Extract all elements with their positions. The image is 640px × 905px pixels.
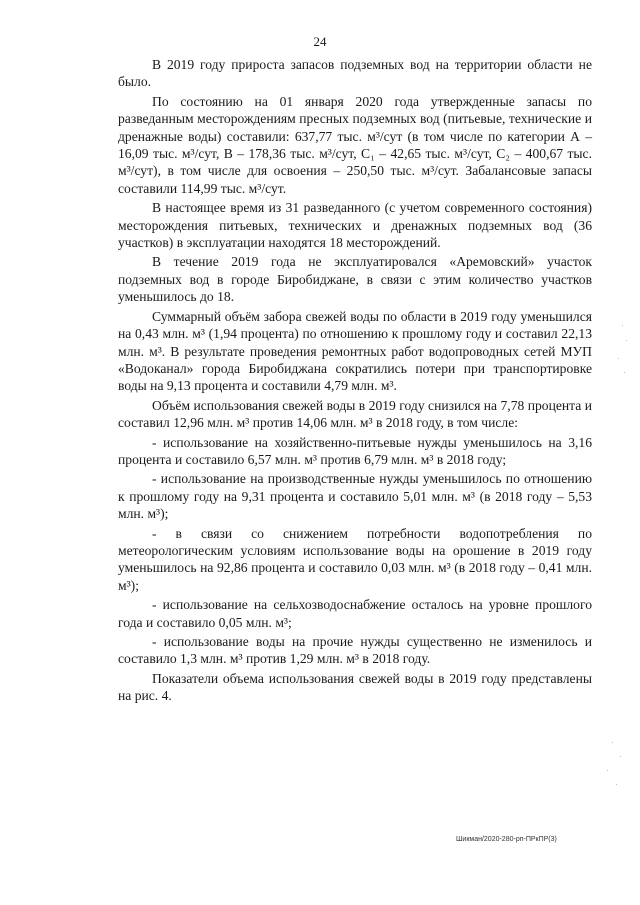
paragraph-approved-reserves: По состоянию на 01 января 2020 года утвержденные запасы по разведанным месторождениям пресных подземных вод (питьевые, технические и дренажные воды) составили: 637,77 тыс. м³/сут (в том числе по категории А – 16,09 тыс. м³/сут, В – 178,36 тыс. м³/сут, С₁ – 42,65 тыс. м³/сут, С₂ – 400,67 тыс. м³/сут), в том числе для освоения – 250,50 тыс. м³/сут. Забалансовые запасы составили 114,99 тыс. м³/сут. [118, 93, 592, 196]
list-item-industrial-water: - использование на производственные нужды уменьшилось по отношению к прошлому году на 9,31 процента и составило 5,01 млн. м³ (в 2018 году – 5,53 млн. м³); [118, 471, 592, 522]
page-number: 24 [313, 34, 327, 49]
list-item-other-needs: - использование воды на прочие нужды существенно не изменилось и составило 1,3 млн. м³ против 1,29 млн. м³ в 2018 году. [118, 634, 592, 667]
paragraph-deposits-in-operation: В настоящее время из 31 разведанного (с учетом современного состояния) месторождения питьевых, технических и дренажных подземных вод (36 участков) в эксплуатации находятся 18 месторождений. [118, 200, 592, 251]
paragraph-water-intake: Суммарный объём забора свежей воды по области в 2019 году уменьшился на 0,43 млн. м³ (1,94 процента) по отношению к прошлому году и составил 22,13 млн. м³. В результате проведения ремонтных работ водопроводных сетей МУП «Водоканал» города Биробиджана сократились потери при транспортировке воды на 9,13 процента и составили 4,79 млн. м³. [118, 308, 592, 394]
paragraph-no-reserve-growth: В 2019 году прироста запасов подземных вод на территории области не было. [118, 57, 592, 90]
paragraph-figure-reference: Показатели объема использования свежей воды в 2019 году представлены на рис. 4. [118, 670, 592, 704]
list-item-agricultural-water: - использование на сельхозводоснабжение осталось на уровне прошлого года и составило 0,05 млн. м³; [118, 597, 592, 630]
body-text [118, 56, 592, 707]
list-item-irrigation-water: - в связи со снижением потребности водопотребления по метеорологическим условиям использование воды на орошение в 2019 году уменьшилось на 92,86 процента и составило 0,03 млн. м³ (в 2018 году – 0,41 млн. м³); [118, 525, 592, 593]
list-item-drinking-water: - использование на хозяйственно-питьевые нужды уменьшилось на 3,16 процента и составило 6,57 млн. м³ против 6,79 млн. м³ в 2018 году; [118, 434, 592, 467]
paragraph-aremovsky-site: В течение 2019 года не эксплуатировался «Аремовский» участок подземных вод в городе Биробиджане, в связи с этим количество участков уменьшилось до 18. [118, 254, 592, 305]
paragraph-water-use-total: Объём использования свежей воды в 2019 году снизился на 7,78 процента и составил 12,96 млн. м³ против 14,06 млн. м³ в 2018 году, в том числе: [118, 397, 592, 431]
footer-document-code: Шикман/2020-280-рп-ПРкПР(3) [456, 836, 557, 843]
